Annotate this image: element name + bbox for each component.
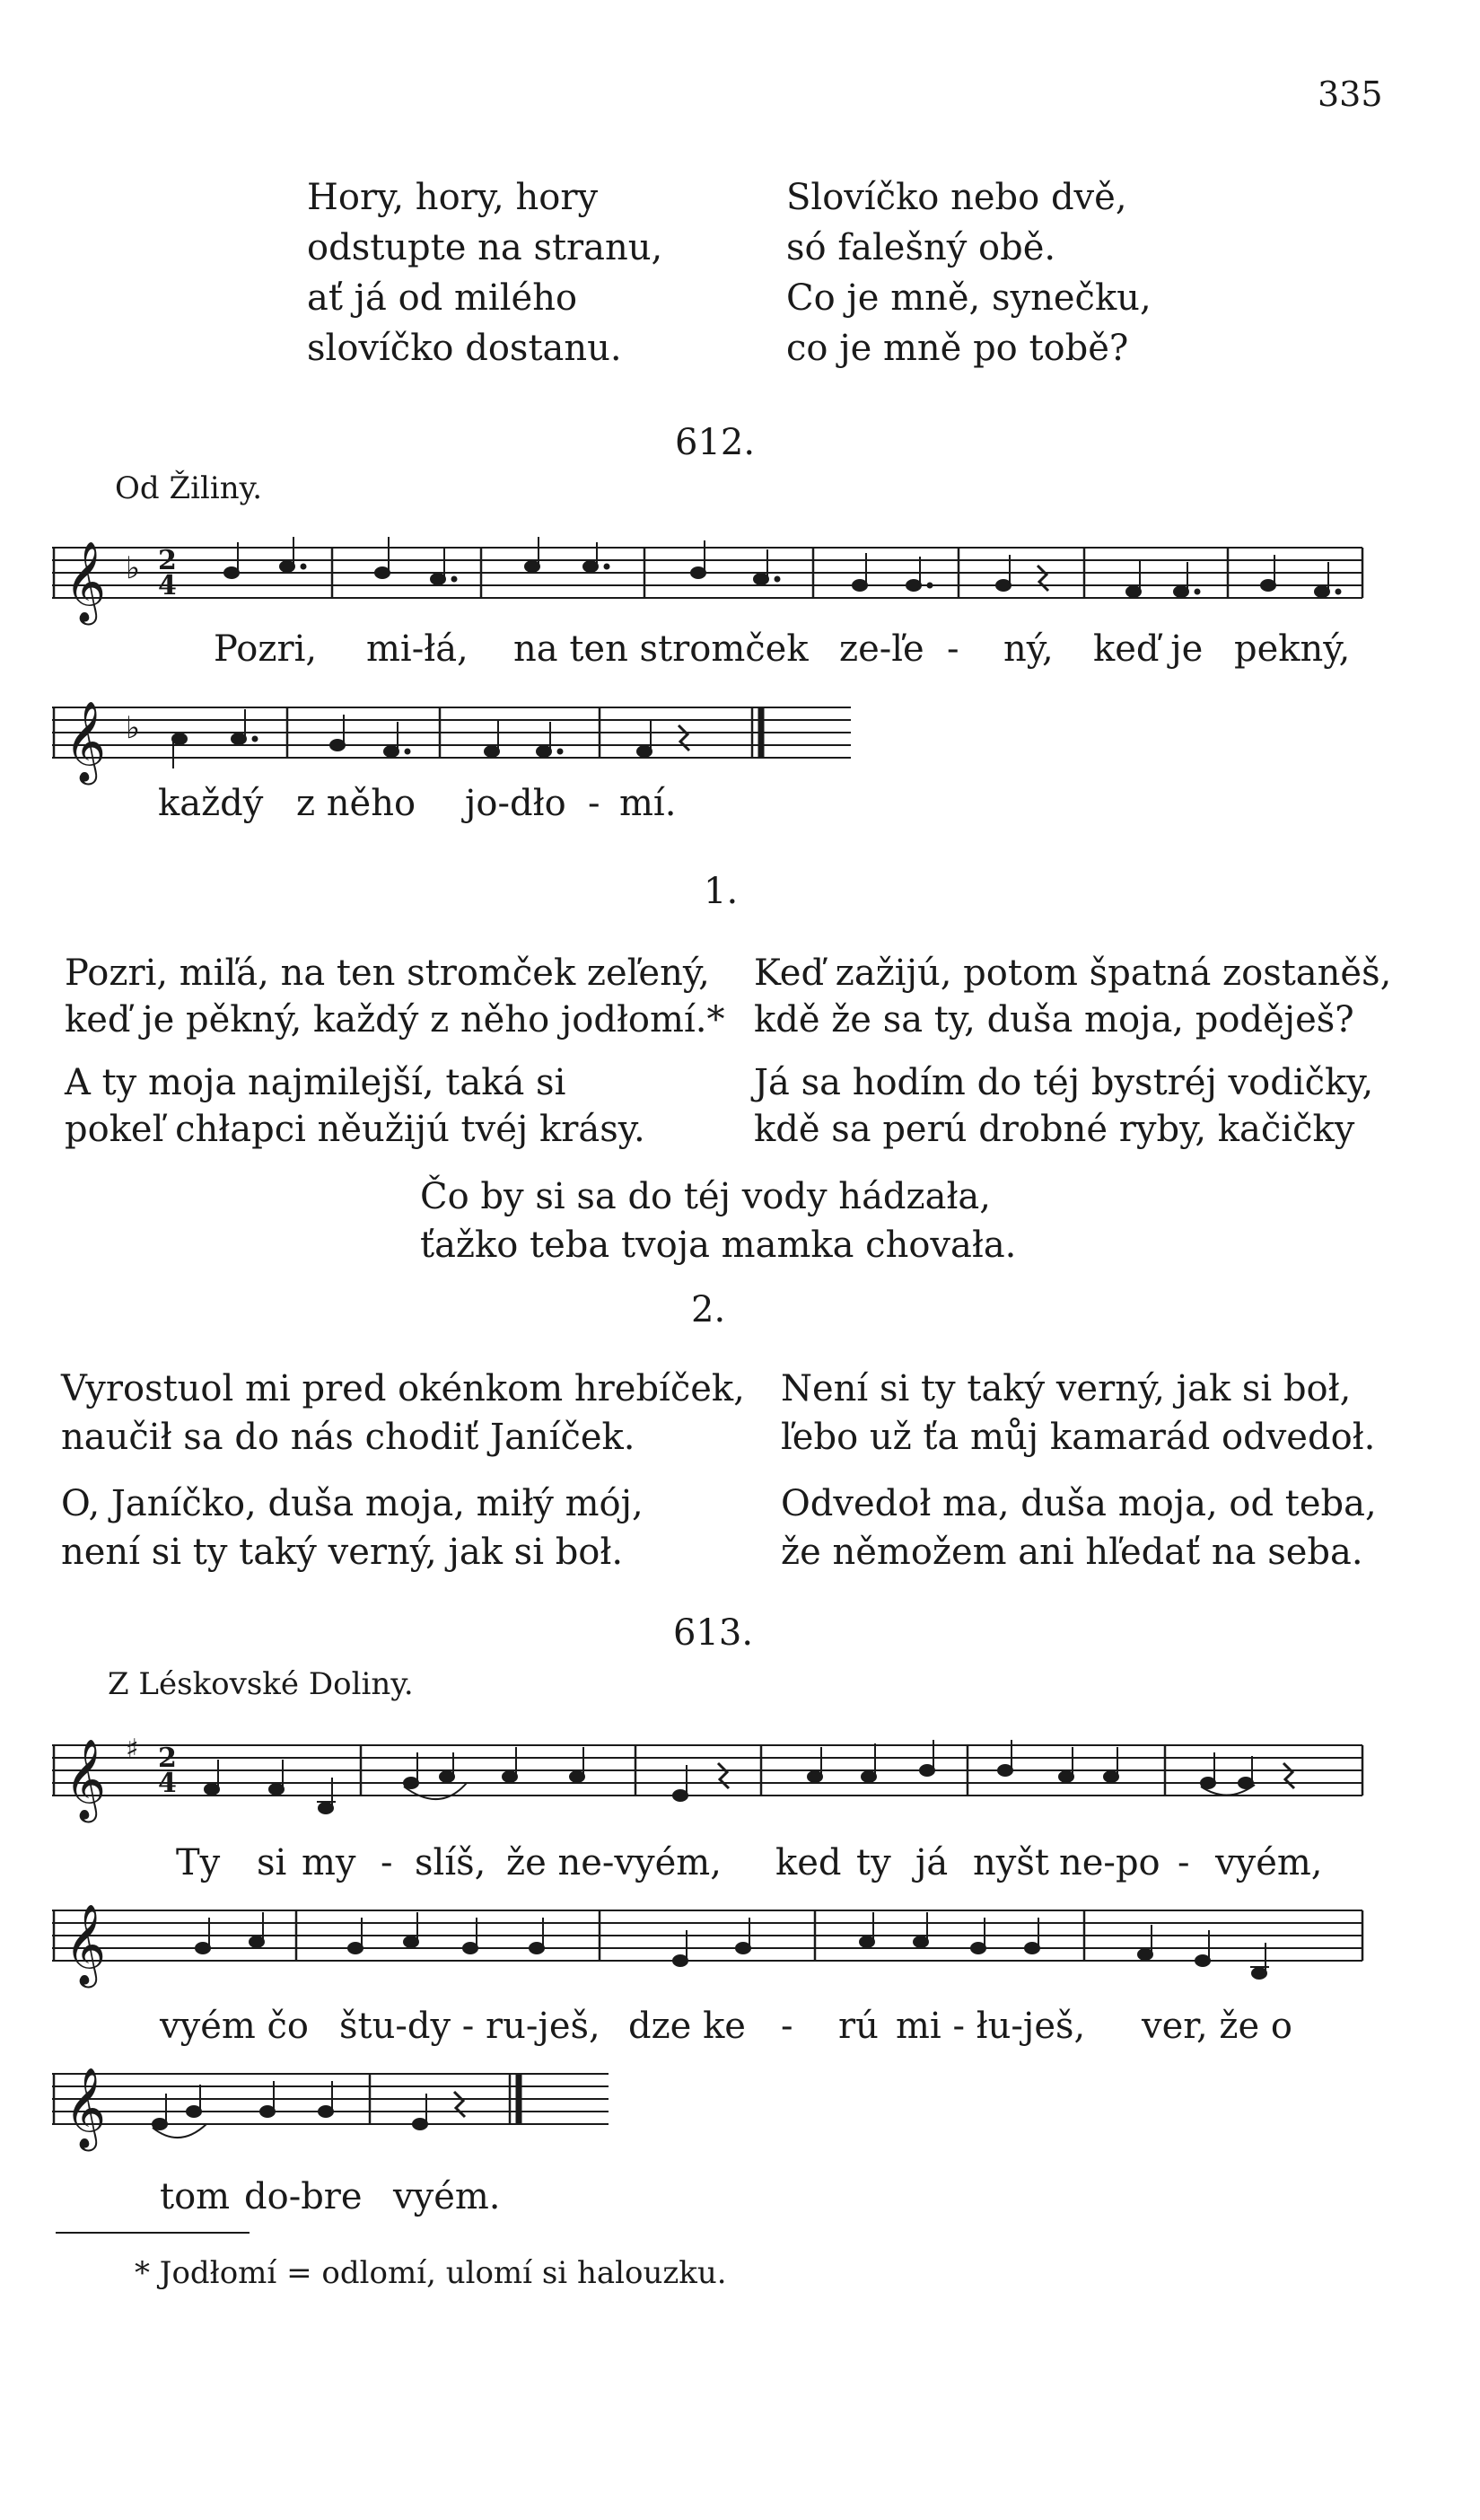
time-signature-top: 2: [158, 545, 177, 576]
note: [914, 1936, 928, 1947]
note: [853, 580, 867, 591]
treble-clef: 𝄞: [65, 701, 107, 782]
note: [583, 561, 598, 572]
lyric-word: ver, že o: [1142, 2006, 1292, 2047]
lyric-word: -: [381, 1842, 393, 1883]
lyric-word: rú: [838, 2006, 879, 2047]
treble-clef: 𝄞: [65, 1904, 107, 1985]
rest: [1283, 1763, 1294, 1788]
note: [375, 567, 390, 578]
lyric-word: -: [588, 783, 600, 824]
verse-line: naučił sa do nás chodiť Janíček.: [61, 1417, 635, 1458]
verse-line: Hory, hory, hory: [307, 177, 599, 218]
note: [1261, 580, 1275, 591]
note: [319, 2106, 333, 2117]
verse-line: O, Janíčko, duša moja, miłý mój,: [61, 1483, 644, 1524]
note: [348, 1943, 363, 1954]
verse-line: kdě že sa ty, duša moja, poděješ?: [754, 999, 1354, 1040]
lyric-word: keď je: [1093, 628, 1204, 670]
lyrics-613-line3: [0, 2176, 1480, 2221]
note: [537, 746, 551, 757]
lyric-word: -: [1178, 1842, 1190, 1883]
note: [530, 1943, 544, 1954]
verse-line: Keď zažijú, potom špatná zostaněš,: [754, 953, 1392, 994]
verse-line: Pozri, miľá, na ten stromček zeľený,: [65, 953, 710, 994]
stanza-number: 2.: [691, 1289, 726, 1330]
verse-line: Já sa hodím do téj bystréj vodičky,: [754, 1062, 1374, 1103]
rest: [679, 725, 689, 751]
verse-line: Čo by si sa do téj vody hádzała,: [420, 1176, 991, 1217]
stanza1-right-b: [754, 1059, 1373, 1153]
song-origin-612: Od Žiliny.: [115, 470, 263, 506]
note: [232, 733, 246, 744]
page-number: 335: [1318, 75, 1383, 114]
verse-line: pokeľ chłapci něužijú tvéj krásy.: [65, 1109, 645, 1150]
note: [1252, 1968, 1266, 1979]
verse-line: kdě sa perú drobné ryby, kačičky: [754, 1109, 1355, 1150]
verse-line: keď je pěkný, každý z něho jodłomí.*: [65, 999, 725, 1040]
note: [404, 1936, 418, 1947]
lyric-word: si: [257, 1842, 287, 1883]
lyrics-613-line1: [0, 1842, 1480, 1887]
note: [187, 2106, 201, 2117]
verse-line: Odvedoł ma, duša moja, od teba,: [781, 1483, 1377, 1524]
verse-line: ľebo už ťa můj kamarád odvedoł.: [781, 1417, 1376, 1458]
stanza2-left-a: [61, 1365, 745, 1462]
lyrics-612-line2: [0, 783, 1480, 828]
note: [860, 1936, 874, 1947]
note: [1174, 586, 1188, 597]
note: [691, 567, 705, 578]
rest: [1038, 566, 1048, 591]
music-staff-613-1: [52, 1727, 1380, 1844]
lyric-word: vyém čo: [160, 2006, 309, 2047]
note: [736, 1943, 750, 1954]
lyric-word: každý: [158, 783, 264, 824]
treble-clef: 𝄞: [65, 2068, 107, 2148]
note: [971, 1943, 985, 1954]
note: [431, 574, 445, 584]
note: [998, 1765, 1012, 1776]
lyric-word: -: [947, 628, 959, 670]
lyric-word: že ne-vyém,: [506, 1842, 722, 1883]
verse-line: ať já od milého: [307, 277, 578, 319]
time-signature-bottom: 4: [158, 1768, 177, 1799]
stanza2-right-b: [781, 1480, 1377, 1576]
note: [920, 1765, 934, 1776]
lyric-word: mi - łu-ješ,: [896, 2006, 1086, 2047]
lyric-word: Pozri,: [214, 628, 318, 670]
verse-line: že němožem ani hľedať na seba.: [781, 1532, 1363, 1573]
top-verse-right: [786, 172, 1152, 373]
lyric-word: jo-dło: [465, 783, 566, 824]
music-staff-613-3: [52, 2056, 680, 2173]
lyric-word: -: [781, 2006, 793, 2047]
lyric-word: pekný,: [1234, 628, 1351, 670]
note: [172, 733, 187, 744]
music-staff-612-1: [52, 530, 1380, 637]
note: [413, 2119, 427, 2129]
music-staff-612-2: [52, 689, 860, 797]
verse-line: odstupte na stranu,: [307, 227, 663, 268]
sharp-sign: ♯: [126, 1734, 139, 1765]
note: [996, 580, 1011, 591]
note: [260, 2106, 275, 2117]
song-number-613: 613.: [673, 1612, 754, 1654]
stanza2-left-b: [61, 1480, 644, 1576]
verse-line: só falešný obě.: [786, 227, 1056, 268]
treble-clef: 𝄞: [65, 541, 107, 622]
verse-line: Vyrostuol mi pred okénkom hrebíček,: [61, 1368, 745, 1409]
verse-line: co je mně po tobě?: [786, 328, 1129, 369]
note: [1201, 1778, 1215, 1788]
stanza1-left-a: [65, 950, 724, 1043]
treble-clef: 𝄞: [65, 1739, 107, 1820]
note: [1126, 586, 1141, 597]
lyric-word: z něho: [296, 783, 416, 824]
lyric-word: mí.: [619, 783, 677, 824]
song-origin-613: Z Léskovské Doliny.: [108, 1666, 414, 1702]
note: [637, 746, 652, 757]
verse-line: Co je mně, synečku,: [786, 277, 1152, 319]
time-signature-bottom: 4: [158, 570, 177, 601]
note: [485, 746, 499, 757]
lyric-word: ne-po: [1059, 1842, 1160, 1883]
verse-line: není si ty taký verný, jak si boł.: [61, 1532, 624, 1573]
note: [384, 746, 398, 757]
stanza1-center: [420, 1172, 1016, 1269]
note: [250, 1936, 264, 1947]
time-signature-top: 2: [158, 1743, 177, 1774]
lyrics-613-line2: [0, 2006, 1480, 2050]
note: [1195, 1955, 1210, 1966]
lyric-word: slíš,: [415, 1842, 486, 1883]
note: [330, 740, 345, 751]
note: [280, 561, 294, 572]
lyric-word: na ten stromček: [513, 628, 809, 670]
flat-sign: ♭: [126, 550, 141, 586]
flat-sign: ♭: [126, 710, 141, 746]
note: [440, 1771, 454, 1782]
lyric-word: tom: [160, 2176, 231, 2217]
lyric-word: do-bre: [244, 2176, 363, 2217]
lyrics-612-line1: [0, 628, 1480, 673]
verse-line: A ty moja najmilejší, taká si: [65, 1062, 566, 1103]
song-number-612: 612.: [675, 422, 756, 463]
note: [525, 561, 539, 572]
note: [463, 1943, 477, 1954]
stanza1-left-b: [65, 1059, 645, 1153]
lyric-word: štu-dy - ru-ješ,: [339, 2006, 600, 2047]
note: [404, 1778, 418, 1788]
verse-line: Není si ty taký verný, jak si boł,: [781, 1368, 1352, 1409]
rest: [454, 2092, 465, 2117]
note: [1138, 1949, 1152, 1960]
note: [1104, 1771, 1118, 1782]
note: [906, 580, 921, 591]
lyric-word: já: [915, 1842, 949, 1883]
verse-line: ťažko teba tvoja mamka chovała.: [420, 1225, 1017, 1266]
lyric-word: mi-łá,: [366, 628, 469, 670]
note: [503, 1771, 517, 1782]
lyric-word: Ty: [176, 1842, 221, 1883]
note: [673, 1955, 687, 1966]
lyric-word: vyém,: [1215, 1842, 1323, 1883]
lyric-word: ked: [775, 1842, 842, 1883]
note: [224, 567, 239, 578]
footnote-rule: [56, 2232, 250, 2234]
note: [269, 1784, 284, 1795]
note: [673, 1790, 687, 1801]
verse-line: slovíčko dostanu.: [307, 328, 622, 369]
note: [153, 2119, 167, 2129]
verse-line: Slovíčko nebo dvě,: [786, 177, 1127, 218]
note: [754, 574, 768, 584]
note: [205, 1784, 219, 1795]
footnote: * Jodłomí = odlomí, ulomí si halouzku.: [135, 2255, 727, 2291]
note: [196, 1943, 210, 1954]
lyric-word: vyém.: [393, 2176, 501, 2217]
lyric-word: ný,: [1003, 628, 1054, 670]
note: [319, 1803, 333, 1813]
stanza2-right-a: [781, 1365, 1375, 1462]
lyric-word: nyšt: [973, 1842, 1049, 1883]
note: [808, 1771, 822, 1782]
note: [1059, 1771, 1073, 1782]
lyric-word: ty: [856, 1842, 891, 1883]
lyric-word: ze-ľe: [839, 628, 924, 670]
lyric-word: dze ke: [628, 2006, 746, 2047]
note: [1315, 586, 1329, 597]
music-staff-613-2: [52, 1892, 1380, 2009]
note: [570, 1771, 584, 1782]
rest: [718, 1763, 729, 1788]
stanza-number: 1.: [704, 871, 739, 912]
note: [1025, 1943, 1039, 1954]
lyric-word: my: [302, 1842, 356, 1883]
note: [862, 1771, 876, 1782]
top-verse-left: [307, 172, 662, 373]
stanza1-right-a: [754, 950, 1391, 1043]
